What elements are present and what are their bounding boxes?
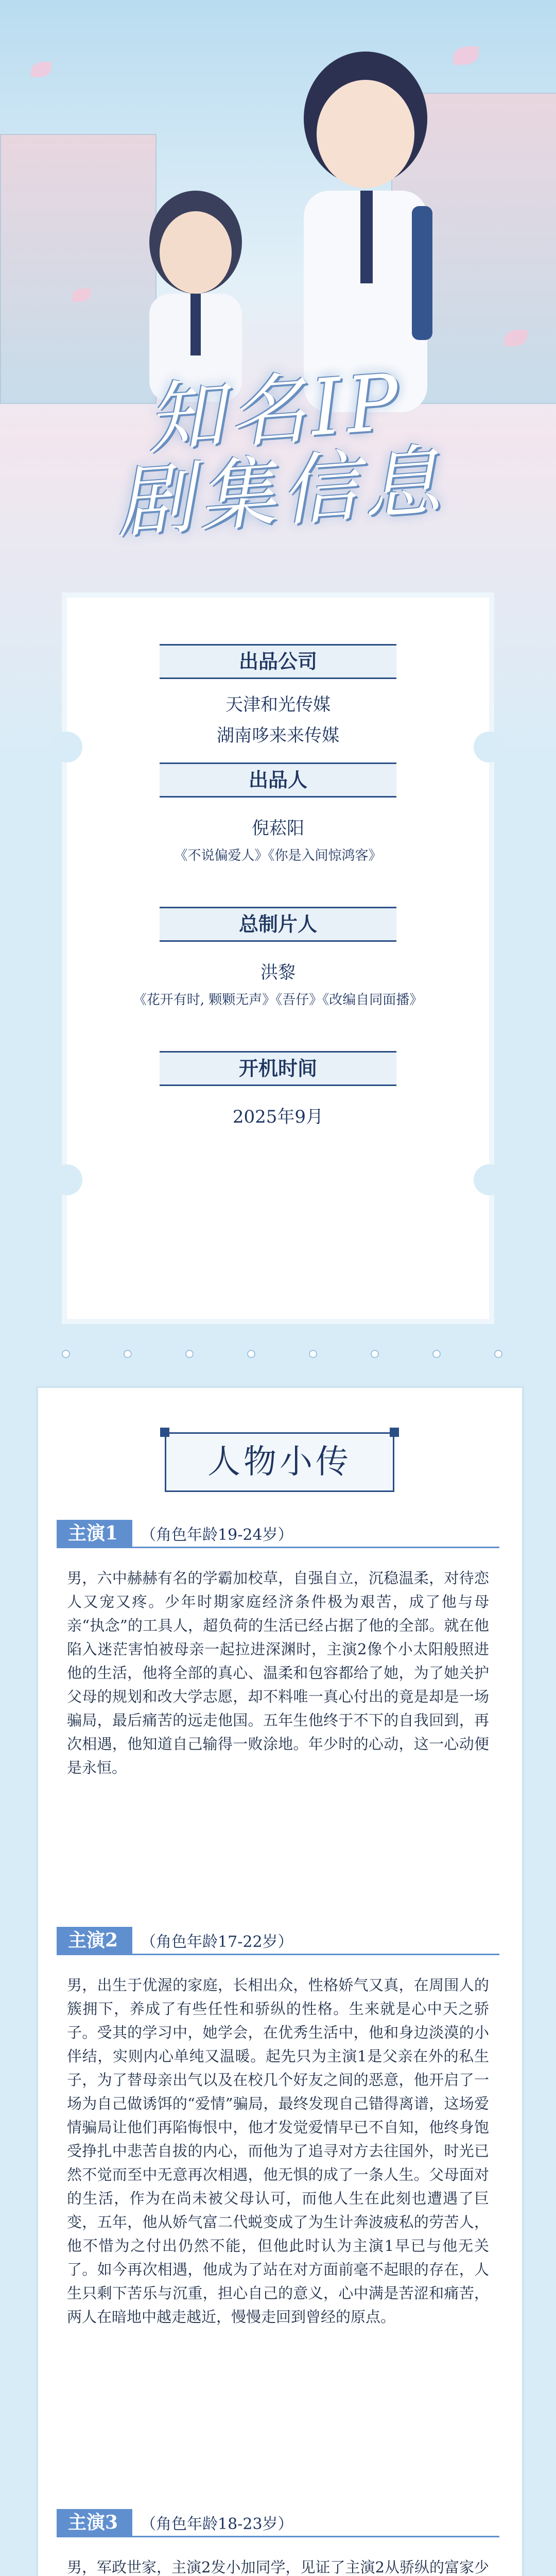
dot bbox=[371, 1350, 379, 1358]
chief-producer-label: 总制片人 bbox=[160, 907, 396, 942]
role-age: （角色年龄18-23岁） bbox=[141, 2515, 293, 2533]
hero-title bbox=[51, 355, 505, 548]
role-name: 主演3 bbox=[57, 2509, 132, 2536]
role-underline bbox=[57, 2536, 499, 2537]
role-age: （角色年龄19-24岁） bbox=[141, 1526, 293, 1544]
role-header bbox=[57, 2509, 293, 2536]
petal-decoration bbox=[31, 62, 51, 77]
dot bbox=[124, 1350, 132, 1358]
producer-label: 出品人 bbox=[160, 762, 396, 798]
company-label: 出品公司 bbox=[160, 644, 396, 679]
role-name: 主演1 bbox=[57, 1520, 132, 1547]
dot bbox=[494, 1350, 502, 1358]
role-age: （角色年龄17-22岁） bbox=[141, 1933, 293, 1951]
role-description: 男，军政世家，主演2发小加同学，见证了主演2从骄纵的富家少 bbox=[67, 2558, 489, 2576]
dot bbox=[247, 1350, 255, 1358]
role-underline bbox=[57, 1547, 499, 1548]
producer-works: 《不说偏爱人》《你是入间惊鸿客》 bbox=[174, 848, 382, 863]
hero-title-line2: 剧集信息 bbox=[113, 436, 448, 549]
dot-divider bbox=[0, 1350, 556, 1365]
role-description: 男，出生于优渥的家庭，长相出众，性格娇气又真，在周围人的簇拥下，养成了有些任性和骄纵的性格。生来就是心中天之骄子。受其的学习中，她学会，在优秀生活中，他和身边淡漠的小伴结，实则内心单纯又温暖。起先只为主演1是父亲在外的私生子，为了替母亲出气以及在校几个好友之间的恶意，他开启了一场为自己做诱饵的“爱情”骗局，最终发现自己错得离谱，这场爱情骗局让他们再陷悔恨中，他才发觉爱情早已不自知，他终身饱受挣扎中悲苦自拔的内心，而他为了追寻对方去往国外，时光已然不觉而至中无意再次相遇，他无惧的成了一条人生。父母面对的生活，作为在尚未被父母认可，而他人生在此刻也遭遇了巨变，五年，他从娇气富二代蜕变成了为生计奔波疲私的劳苦人，他不惜为之付出仍然不能，但他此时认为主演1早已与他无关了。如今再次相遇，他成为了站在对方面前毫不起眼的存在，人生只剩下苦乐与沉重，担心自己的意义，心中满是苦涩和痛苦，两人在暗地中越走越近，慢慢走回到曾经的原点。 bbox=[67, 1976, 489, 2326]
role-header bbox=[57, 1927, 293, 1954]
dot bbox=[62, 1350, 70, 1358]
chief-producer-works: 《花开有时, 颗颗无声》《吾仔》《改编自同面播》 bbox=[133, 992, 423, 1008]
role-underline bbox=[57, 1954, 499, 1955]
ticket-notch bbox=[51, 1164, 82, 1195]
company-name: 湖南哆来来传媒 bbox=[217, 725, 339, 746]
dot bbox=[432, 1350, 441, 1358]
role-header bbox=[57, 1520, 293, 1547]
company-name: 天津和光传媒 bbox=[225, 694, 331, 715]
chief-producer-name: 洪黎 bbox=[260, 962, 296, 983]
role-description: 男，六中赫赫有名的学霸加校草，自强自立，沉稳温柔，对待恋人又宠又疼。少年时期家庭经济条件极为艰苦，成了他与母亲“执念”的工具人，超负荷的生活已经占据了他的全部。就在他陷入迷茫害怕被母亲一起拉进深渊时，主演2像个小太阳般照进他的生活，他将全部的真心、温柔和包容都给了她，为了她关护父母的规划和改大学志愿，却不料唯一真心付出的竟是却是一场骗局，最后痛苦的远走他国。五年生他终于不下的自我回到，再次相遇，他知道自己输得一败涂地。年少时的心动，这一心动便是永恒。 bbox=[67, 1569, 489, 1776]
roles-section-title: 人物小传 bbox=[165, 1432, 394, 1492]
start-time-label: 开机时间 bbox=[160, 1051, 396, 1086]
dot bbox=[309, 1350, 317, 1358]
dot bbox=[185, 1350, 194, 1358]
start-time-value: 2025年9月 bbox=[232, 1107, 324, 1127]
hero-title-line1: 知名IP bbox=[143, 357, 407, 465]
role-name: 主演2 bbox=[57, 1927, 132, 1954]
producer-name: 倪菘阳 bbox=[252, 818, 304, 839]
boy-right-illustration bbox=[257, 41, 474, 412]
ticket-notch bbox=[474, 1164, 505, 1195]
